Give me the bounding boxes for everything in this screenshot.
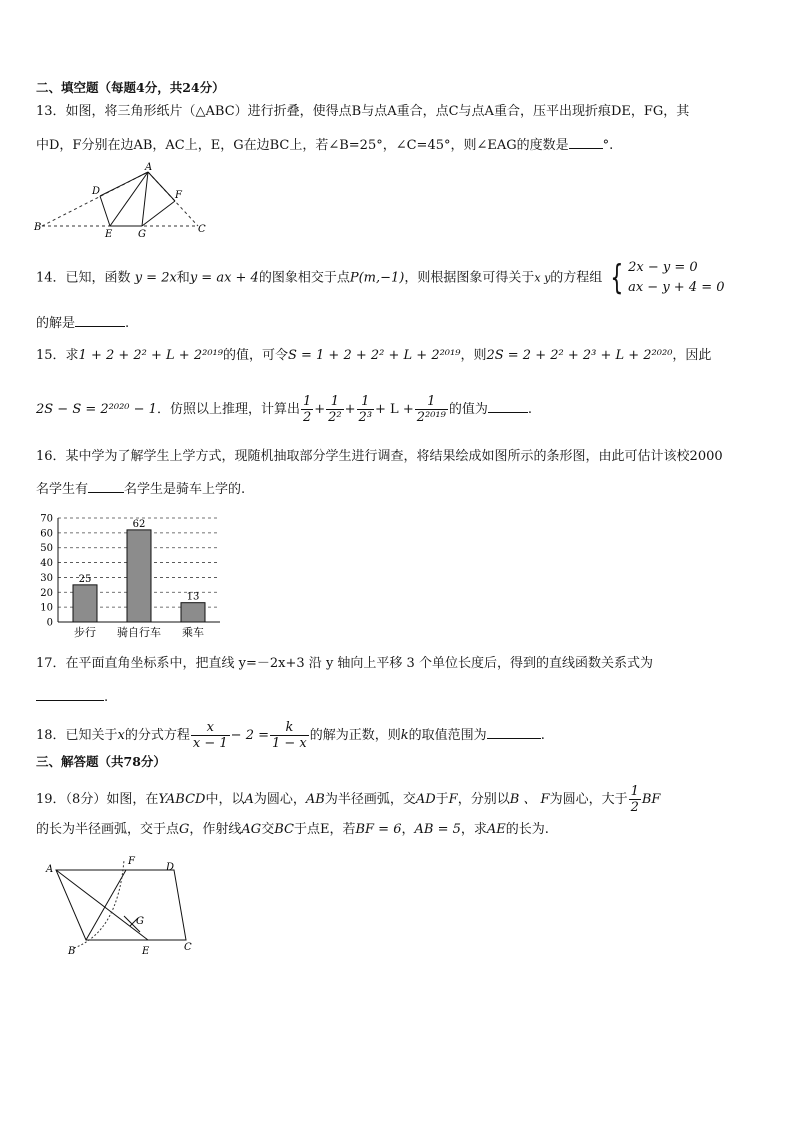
- label-b: B: [68, 946, 76, 957]
- ray-ag: [56, 870, 148, 940]
- q19-line1: 19．（8分）如图，在YABCD中，以A为圆心，AB为半径画弧，交AD于F，分别以B 、 F为圆心，大于 $\frac{1}{2}$ BF: [36, 784, 661, 815]
- label-f: F: [175, 190, 182, 201]
- y-tick-label: 30: [40, 572, 53, 584]
- label-c: C: [184, 942, 192, 953]
- q19-line2: 的长为半径画弧，交于点G，作射线AG交BC于点E，若BF = 6，AB = 5，求AE的长为.: [36, 822, 549, 837]
- q18-fraction-2: $\frac{k}{1 - x}$: [272, 720, 307, 751]
- q15-text-a: 15．求: [36, 348, 79, 363]
- q15-text-b: 的值，可令: [222, 348, 288, 363]
- segment-af: [148, 172, 175, 201]
- q13-figure: [30, 160, 220, 240]
- parallelogram-name: YABCD: [158, 792, 206, 807]
- q15-answer-blank[interactable]: [488, 398, 528, 413]
- q14-variables: x y: [534, 271, 551, 285]
- section-3-heading: 三、解答题（共78分）: [36, 754, 166, 769]
- q16-text-b: 名学生是骑车上学的.: [124, 482, 246, 497]
- equation-system: [628, 258, 724, 298]
- label-d: D: [92, 186, 101, 197]
- q15-fraction-4: $\frac{1}{\text{2²⁰¹⁹}}$: [416, 394, 446, 425]
- section-2-heading: 二、填空题（每题4分，共24分）: [36, 80, 225, 95]
- equation-1: 2x − y = 0: [628, 260, 698, 275]
- bar-value-label: 25: [78, 573, 92, 585]
- q16-text-a: 名学生有: [36, 482, 89, 497]
- label-g: G: [136, 916, 144, 927]
- label-f: F: [128, 856, 135, 867]
- q18-fraction-1: $\frac{x}{x - 1}$: [192, 720, 228, 751]
- label-d: D: [166, 862, 175, 873]
- bar: [127, 530, 151, 622]
- q16-bar-chart: [30, 508, 230, 642]
- q14-text-a: 14．已知，函数: [36, 270, 131, 286]
- q17-line2: [36, 686, 764, 708]
- q15-series-1: 1 + 2 + 2² + L + 2²⁰¹⁹: [78, 348, 223, 363]
- x-category-label: 步行: [74, 626, 96, 639]
- q14-line2: [36, 312, 764, 334]
- y-tick-label: 50: [40, 543, 53, 555]
- q15-line1: [36, 346, 764, 366]
- q14-line1: [36, 258, 764, 298]
- q18-end: .: [540, 728, 545, 743]
- q15-fraction-3: $\frac{1}{\text{2³}}$: [358, 394, 373, 425]
- y-tick-label: 70: [40, 513, 53, 525]
- crease-fg: [142, 201, 175, 226]
- q17-answer-blank[interactable]: [36, 686, 104, 701]
- q14-text-e: 的方程组: [550, 270, 603, 286]
- x-category-label: 骑自行车: [117, 626, 161, 639]
- q17-end: .: [104, 690, 109, 705]
- y-tick-label: 0: [46, 617, 53, 629]
- q15-line2: 2S − S = 2²⁰²⁰ − 1．仿照以上推理，计算出 $\frac{1}{2}$ + $\frac{1}{\text{2²}}$ + $\frac{1}{\text{2³}}$ + L + $\frac{1}{\text{2²⁰¹⁹}}$ 的值为 .: [36, 394, 532, 425]
- q14-answer-blank[interactable]: [75, 312, 125, 327]
- bar-value-label: 13: [186, 591, 200, 603]
- label-a: A: [46, 864, 54, 875]
- q19-half-fraction: $\frac{1}{2}$: [630, 784, 639, 815]
- q14-text-c: 的图象相交于点: [258, 270, 350, 286]
- q14-end: .: [125, 316, 130, 331]
- q18-text-d: 的取值范围为: [408, 728, 487, 743]
- q15-end: .: [527, 402, 532, 417]
- q15-equation: 2S − S = 2²⁰²⁰ − 1: [36, 402, 157, 417]
- q13-answer-blank[interactable]: [569, 134, 603, 149]
- q14-function-2: y = ax + 4: [189, 270, 259, 286]
- parallelogram-abcd: [56, 870, 186, 940]
- bar: [181, 603, 205, 622]
- segment-da: [100, 172, 148, 196]
- crease-de: [100, 196, 110, 226]
- q15-series-3: 2S = 2 + 2² + 2³ + L + 2²⁰²⁰: [486, 348, 673, 363]
- q17-line1: 17．在平面直角坐标系中，把直线 y=－2x+3 沿 y 轴向上平移 3 个单位长度后，得到的直线函数关系式为: [36, 656, 653, 671]
- q13-end: °.: [602, 138, 614, 153]
- q14-text-l2: 的解是: [36, 316, 76, 331]
- bar-value-label: 62: [132, 518, 146, 530]
- q15-fraction-2: $\frac{1}{\text{2²}}$: [328, 394, 342, 425]
- q16-answer-blank[interactable]: [88, 478, 124, 493]
- q18-variable-k: k: [400, 728, 409, 743]
- q13-line2: [36, 134, 764, 156]
- q18-line: [36, 720, 764, 751]
- q18-text-c: 的解为正数，则: [309, 728, 401, 743]
- bar: [73, 585, 97, 622]
- q15-series-2: S = 1 + 2 + 2² + L + 2²⁰¹⁹: [287, 348, 461, 363]
- q14-text-d: ，则根据图象可得关于: [404, 270, 535, 286]
- segment-ae: [110, 172, 148, 226]
- q16-line2: [36, 478, 764, 500]
- y-tick-label: 40: [40, 558, 53, 570]
- q18-answer-blank[interactable]: [487, 724, 541, 739]
- q13-text: 中D，F分别在边AB，AC上，E，G在边BC上，若∠B=25°，∠C=45°，则∠EAG的度数是: [36, 138, 569, 153]
- q14-function-1: y = 2x: [134, 270, 177, 286]
- y-tick-label: 20: [40, 587, 53, 599]
- y-tick-label: 60: [40, 528, 53, 540]
- q19-figure: [38, 852, 208, 962]
- arc-from-a: [74, 860, 124, 948]
- label-a: A: [145, 162, 153, 173]
- q18-text-a: 18．已知关于: [36, 728, 118, 743]
- q15-fraction-1: $\frac{1}{2}$: [302, 394, 312, 425]
- q15-text-c: ，则: [460, 348, 487, 363]
- label-g: G: [138, 229, 146, 240]
- label-e: E: [105, 229, 113, 240]
- q16-line1: 16．某中学为了解学生上学方式，现随机抽取部分学生进行调查，将结果绘成如图所示的条形图，由此可估计该校2000: [36, 449, 723, 464]
- q14-point-p: P(m,−1): [349, 270, 405, 286]
- q14-text-b: 和: [176, 270, 190, 286]
- q18-variable-x: x: [117, 728, 125, 743]
- q18-middle: − 2 =: [230, 728, 269, 743]
- label-c: C: [198, 224, 206, 235]
- x-category-label: 乘车: [182, 626, 204, 639]
- y-tick-label: 10: [40, 602, 53, 614]
- system-brace: {: [610, 258, 624, 298]
- q15-text-l2b: ．仿照以上推理，计算出: [156, 402, 300, 417]
- label-b: B: [34, 222, 42, 233]
- label-e: E: [142, 946, 150, 957]
- q15-ellipsis: + L +: [375, 402, 414, 417]
- q13-line1: 13．如图，将三角形纸片（△ABC）进行折叠，使得点B与点A重合，点C与点A重合，压平出现折痕DE，FG，其: [36, 104, 690, 119]
- q18-text-b: 的分式方程: [124, 728, 190, 743]
- q15-text-l2c: 的值为: [448, 402, 488, 417]
- segment-bf: [86, 870, 126, 940]
- equation-2: ax − y + 4 = 0: [628, 280, 725, 295]
- q15-text-d: ，因此: [672, 348, 712, 363]
